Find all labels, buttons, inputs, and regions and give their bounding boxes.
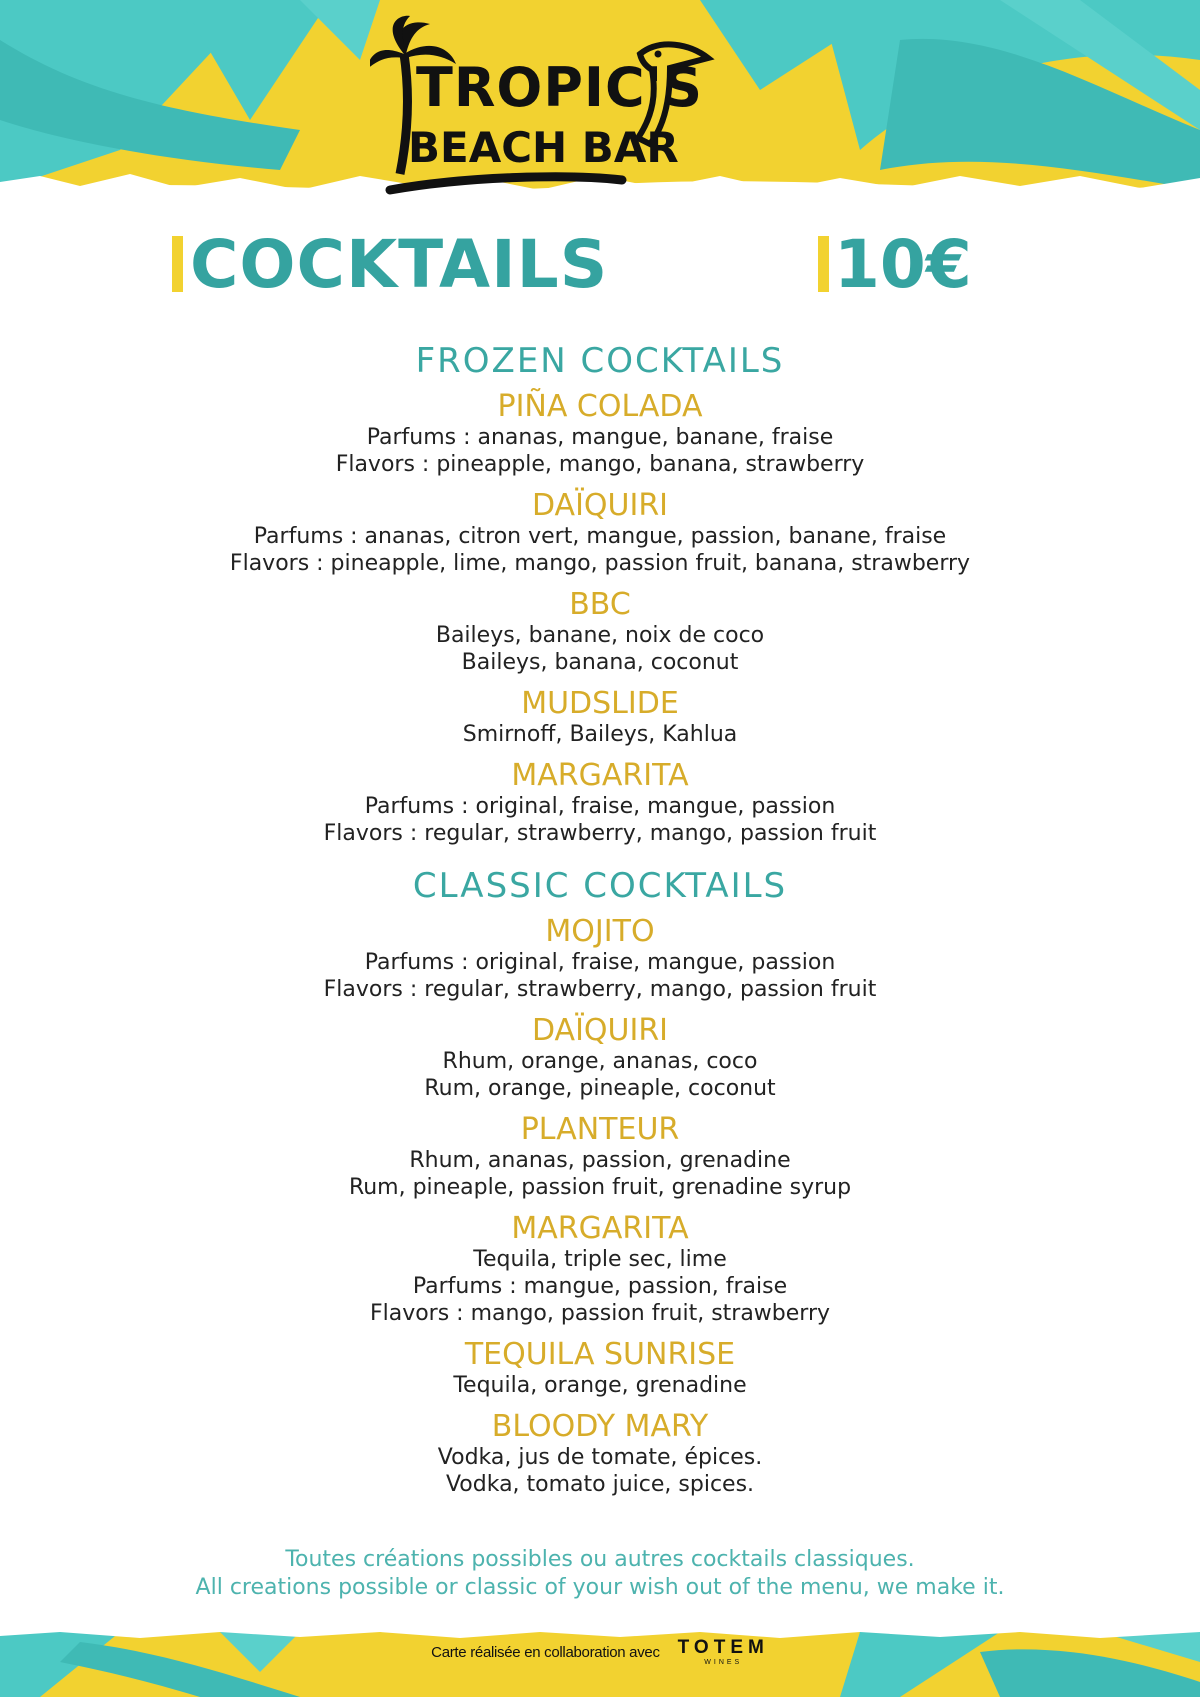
item-description: Flavors : regular, strawberry, mango, passion fruit <box>323 821 877 846</box>
item-name: PIÑA COLADA <box>497 389 703 424</box>
price-accent-bar <box>818 236 829 292</box>
item-name: MARGARITA <box>511 758 689 793</box>
item-description: Vodka, tomato juice, spices. <box>445 1472 755 1497</box>
item-description: Rum, orange, pineaple, coconut <box>424 1076 776 1101</box>
item-description: Rhum, ananas, passion, grenadine <box>409 1148 791 1173</box>
footer-note-en: All creations possible or classic of your wish out of the menu, we make it. <box>195 1575 1005 1600</box>
tropics-beach-bar-logo <box>370 14 730 204</box>
item-description: Parfums : mangue, passion, fraise <box>412 1274 788 1299</box>
menu-item <box>0 1410 1200 1498</box>
section-frozen <box>0 336 1200 847</box>
item-description: Baileys, banane, noix de coco <box>435 623 765 648</box>
logo-line1: TROPIC'S <box>416 56 704 119</box>
item-description: Tequila, triple sec, lime <box>473 1247 727 1272</box>
item-description: Rum, pineaple, passion fruit, grenadine syrup <box>348 1175 852 1200</box>
item-description: Parfums : ananas, mangue, banane, fraise <box>366 425 834 450</box>
footer-note <box>0 1546 1200 1602</box>
menu-item <box>0 588 1200 676</box>
footer-note-fr: Toutes créations possibles ou autres cocktails classiques. <box>285 1547 915 1572</box>
item-description: Flavors : mango, passion fruit, strawberry <box>369 1301 831 1326</box>
menu-item <box>0 1014 1200 1102</box>
item-name: DAÏQUIRI <box>531 1013 669 1048</box>
brand-name: TOTEM <box>677 1637 769 1658</box>
item-description: Flavors : pineapple, mango, banana, strawberry <box>335 452 865 477</box>
item-description: Smirnoff, Baileys, Kahlua <box>462 722 738 747</box>
menu-header <box>0 226 1200 306</box>
menu-item <box>0 1338 1200 1399</box>
logo-line2: BEACH BAR <box>408 123 679 172</box>
item-description: Parfums : original, fraise, mangue, passion <box>364 950 836 975</box>
menu-item <box>0 915 1200 1003</box>
item-description: Flavors : pineapple, lime, mango, passion fruit, banana, strawberry <box>229 551 971 576</box>
item-description: Rhum, orange, ananas, coco <box>442 1049 758 1074</box>
credit-text: Carte réalisée en collaboration avec <box>431 1644 660 1661</box>
item-name: BBC <box>569 587 631 622</box>
item-name: MUDSLIDE <box>521 686 679 721</box>
item-name: MOJITO <box>545 914 655 949</box>
item-description: Baileys, banana, coconut <box>461 650 739 675</box>
item-description: Tequila, orange, grenadine <box>453 1373 747 1398</box>
item-description: Parfums : ananas, citron vert, mangue, passion, banane, fraise <box>253 524 947 549</box>
menu-item <box>0 1113 1200 1201</box>
item-name: DAÏQUIRI <box>531 488 669 523</box>
item-description: Parfums : original, fraise, mangue, passion <box>364 794 836 819</box>
title-accent-bar <box>172 236 183 292</box>
brand-sub: WINES <box>704 1659 743 1666</box>
menu-item <box>0 759 1200 847</box>
totem-wines-logo <box>678 1638 769 1667</box>
menu-item <box>0 687 1200 748</box>
price-label: 10€ <box>834 226 972 303</box>
credit-box <box>431 1638 769 1667</box>
menu-item <box>0 390 1200 478</box>
menu-item <box>0 489 1200 577</box>
item-description: Vodka, jus de tomate, épices. <box>437 1445 763 1470</box>
cocktail-menu <box>0 336 1200 1509</box>
menu-item <box>0 1212 1200 1327</box>
item-name: TEQUILA SUNRISE <box>464 1337 736 1372</box>
item-description: Flavors : regular, strawberry, mango, passion fruit <box>323 977 877 1002</box>
section-title: FROZEN COCKTAILS <box>415 341 785 381</box>
item-name: MARGARITA <box>511 1211 689 1246</box>
page-title: COCKTAILS <box>190 226 609 303</box>
credit-line <box>0 1638 1200 1667</box>
section-title: CLASSIC COCKTAILS <box>412 866 788 906</box>
section-classic <box>0 861 1200 1498</box>
item-name: PLANTEUR <box>520 1112 680 1147</box>
item-name: BLOODY MARY <box>491 1409 709 1444</box>
